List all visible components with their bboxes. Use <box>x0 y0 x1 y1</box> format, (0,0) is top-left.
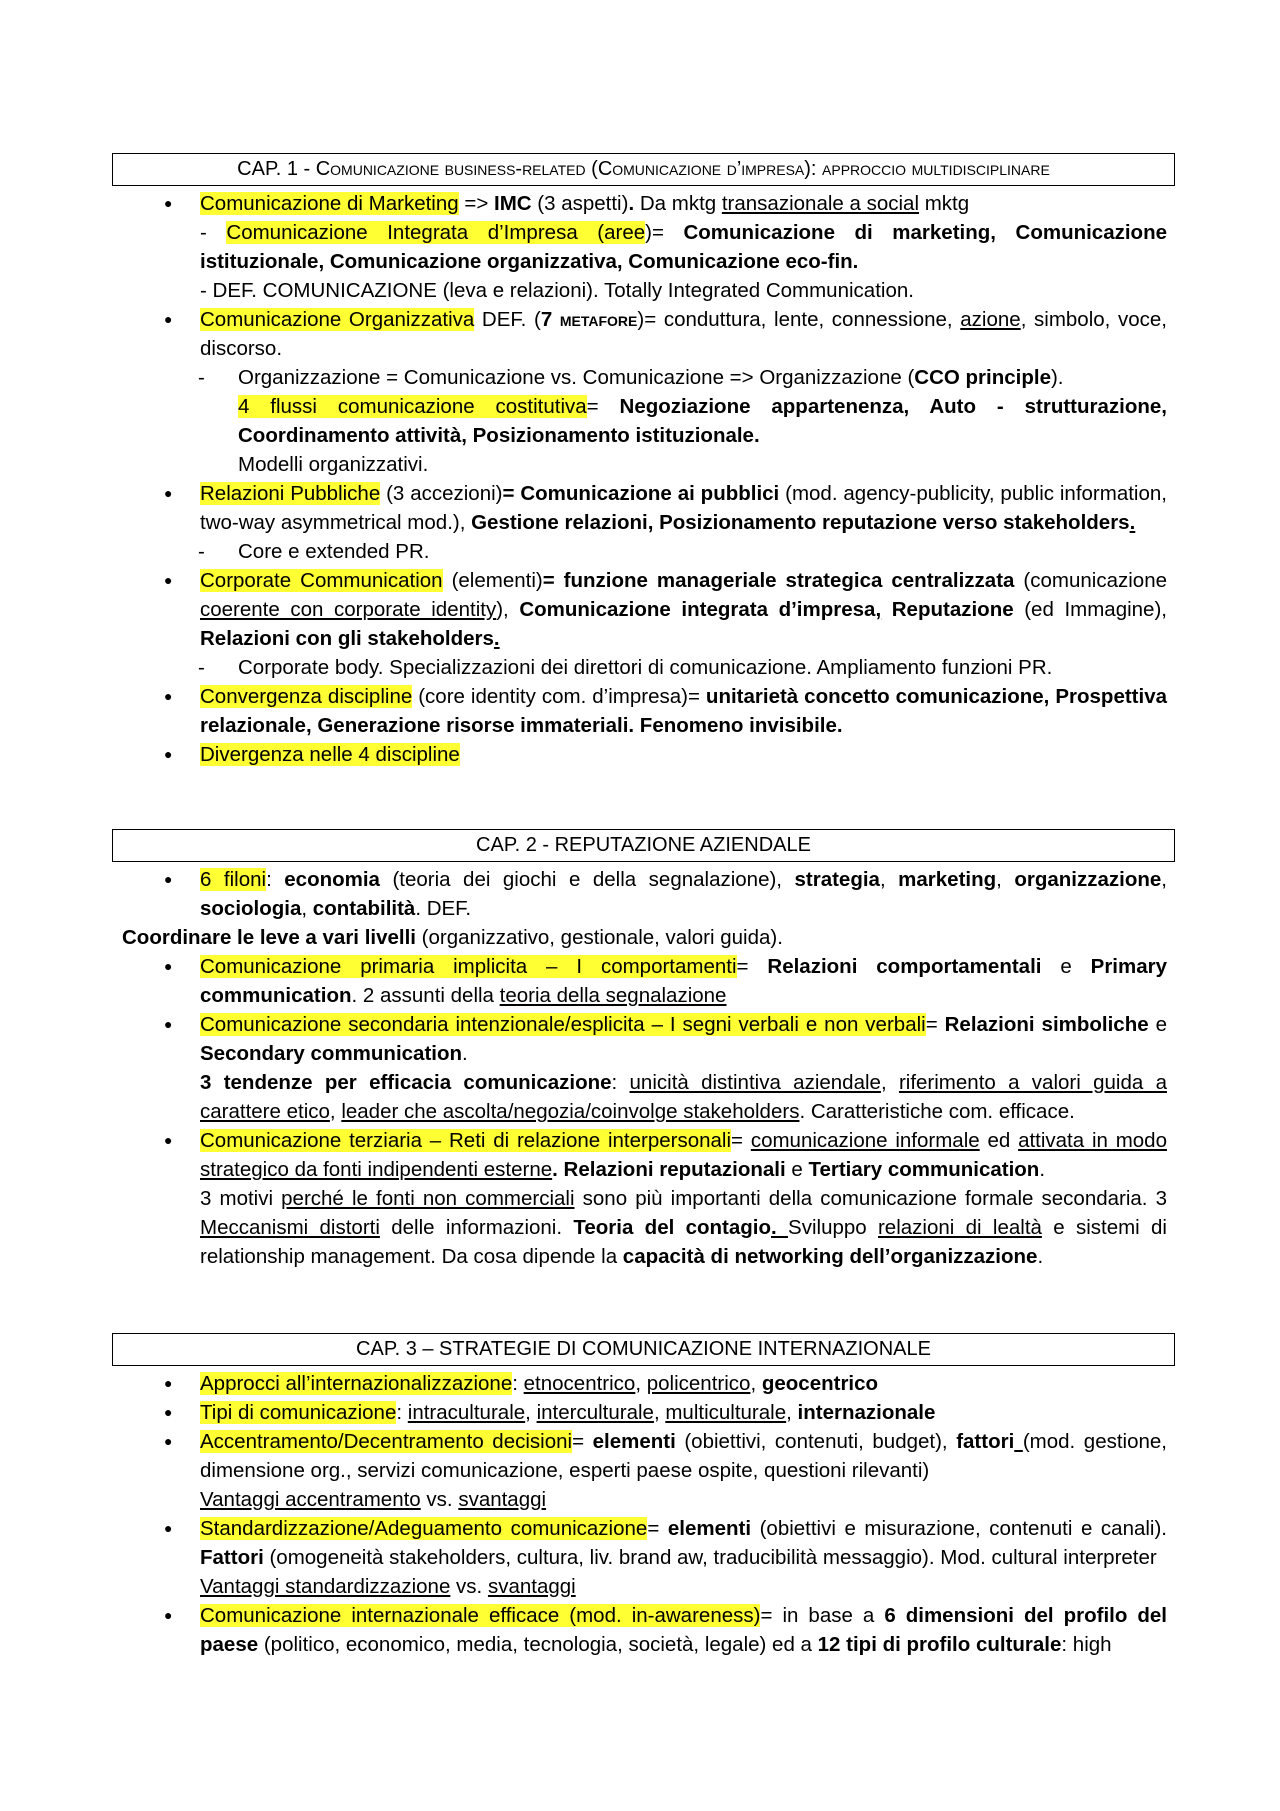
bullet-item: ● Comunicazione primaria implicita – I comportamenti= Relazioni comportamentali e Primary communication. 2 assunti della teoria della segnalazione <box>0 952 1280 1010</box>
bullet-subline: Vantaggi accentramento vs. svantaggi <box>200 1488 547 1511</box>
chapter-3-title: CAP. 3 – STRATEGIE DI COMUNICAZIONE INTERNAZIONALE <box>356 1338 931 1360</box>
chapter-1-title-rest: omunicazione business-related (Comunicazione d’impresa): approccio multidisciplinare <box>330 158 1050 180</box>
bullet-item: ● Standardizzazione/Adeguamento comunicazione= elementi (obiettivi e misurazione, contenuti e canali). Fattori (omogeneità stakeholders, cultura, liv. brand aw, traducibilità messaggio). Mod. cultural interpreter <box>0 1514 1280 1572</box>
bullet-item: ● Accentramento/Decentramento decisioni= elementi (obiettivi, contenuti, budget), fattori (mod. gestione, dimensione org., servizi comunicazione, esperti paese ospite, questioni rilevanti) <box>0 1427 1280 1485</box>
chapter-2-heading <box>112 829 1175 862</box>
bullet-subline: Vantaggi standardizzazione vs. svantaggi <box>200 1575 576 1598</box>
bullet-subline: - DEF. COMUNICAZIONE (leva e relazioni). Totally Integrated Communication. <box>200 279 914 302</box>
dash-subitem: - Core e extended PR. <box>198 540 430 563</box>
bullet-item: ● Divergenza nelle 4 discipline <box>0 740 1280 769</box>
bullet-item: ● Comunicazione terziaria – Reti di relazione interpersonali= comunicazione informale ed attivata in modo strategico da fonti indipendenti esterne. Relazioni reputazionali e Tertiary communication. <box>0 1126 1280 1184</box>
chapter-1-heading <box>112 153 1175 186</box>
bullet-item: ● Comunicazione Organizzativa DEF. (7 metafore)= conduttura, lente, connessione, azione, simbolo, voce, discorso. <box>0 305 1280 363</box>
bullet-item: ● Comunicazione secondaria intenzionale/esplicita – I segni verbali e non verbali= Relazioni simboliche e Secondary communication. <box>0 1010 1280 1068</box>
bullet-subline: 3 tendenze per efficacia comunicazione: unicità distintiva aziendale, riferimento a valori guida a carattere etico, leader che ascolta/negozia/coinvolge stakeholders. Caratteristiche com. efficace. <box>200 1071 1167 1123</box>
bullet-subline: 3 motivi perché le fonti non commerciali sono più importanti della comunicazione formale secondaria. 3 Meccanismi distorti delle informazioni. Teoria del contagio. Sviluppo relazioni di lealtà e sistemi di relationship management. Da cosa dipende la capacità di networking dell’organizzazione. <box>200 1187 1168 1268</box>
chapter-3-heading <box>112 1333 1175 1366</box>
indented-line: 4 flussi comunicazione costitutiva= Negoziazione appartenenza, Auto - strutturazione, Coordinamento attività, Posizionamento istituzionale. <box>238 395 1167 447</box>
bullet-item: ● Comunicazione di Marketing => IMC (3 aspetti). Da mktg transazionale a social mktg <box>0 189 1280 218</box>
dash-subitem: - Organizzazione = Comunicazione vs. Comunicazione => Organizzazione (CCO principle). <box>198 366 1064 389</box>
indented-line: Modelli organizzativi. <box>238 453 429 476</box>
bullet-item: ● 6 filoni: economia (teoria dei giochi e della segnalazione), strategia, marketing, organizzazione, sociologia, contabilità. DEF. <box>0 865 1280 923</box>
bullet-item: ● Approcci all’internazionalizzazione: etnocentrico, policentrico, geocentrico <box>0 1369 1280 1398</box>
paragraph: Coordinare le leve a vari livelli (organizzativo, gestionale, valori guida). <box>122 926 783 949</box>
bullet-item: ● Convergenza discipline (core identity com. d’impresa)= unitarietà concetto comunicazione, Prospettiva relazionale, Generazione risorse immateriali. Fenomeno invisibile. <box>0 682 1280 740</box>
dash-subitem: - Corporate body. Specializzazioni dei direttori di comunicazione. Ampliamento funzioni PR. <box>198 656 1053 679</box>
bullet-subline: - Comunicazione Integrata d’Impresa (aree)= Comunicazione di marketing, Comunicazione istituzionale, Comunicazione organizzativa, Comunicazione eco-fin. <box>200 221 1168 273</box>
chapter-3-body <box>0 1369 1280 1659</box>
bullet-item: ● Corporate Communication (elementi)= funzione manageriale strategica centralizzata (comunicazione coerente con corporate identity), Comunicazione integrata d’impresa, Reputazione (ed Immagine), Relazioni con gli stakeholders. <box>0 566 1280 653</box>
bullet-item: ● Relazioni Pubbliche (3 accezioni)= Comunicazione ai pubblici (mod. agency-publicity, public information, two-way asymmetrical mod.), Gestione relazioni, Posizionamento reputazione verso stakeholders. <box>0 479 1280 537</box>
bullet-item: ● Tipi di comunicazione: intraculturale, interculturale, multiculturale, internazionale <box>0 1398 1280 1427</box>
bullet-item: ● Comunicazione internazionale efficace (mod. in-awareness)= in base a 6 dimensioni del profilo del paese (politico, economico, media, tecnologia, società, legale) ed a 12 tipi di profilo culturale: high <box>0 1601 1280 1659</box>
chapter-2-title: CAP. 2 - REPUTAZIONE AZIENDALE <box>476 834 811 856</box>
chapter-2-body <box>0 865 1280 1271</box>
chapter-1-title-main: CAP. 1 - C <box>237 158 331 180</box>
chapter-1-body <box>0 189 1280 769</box>
